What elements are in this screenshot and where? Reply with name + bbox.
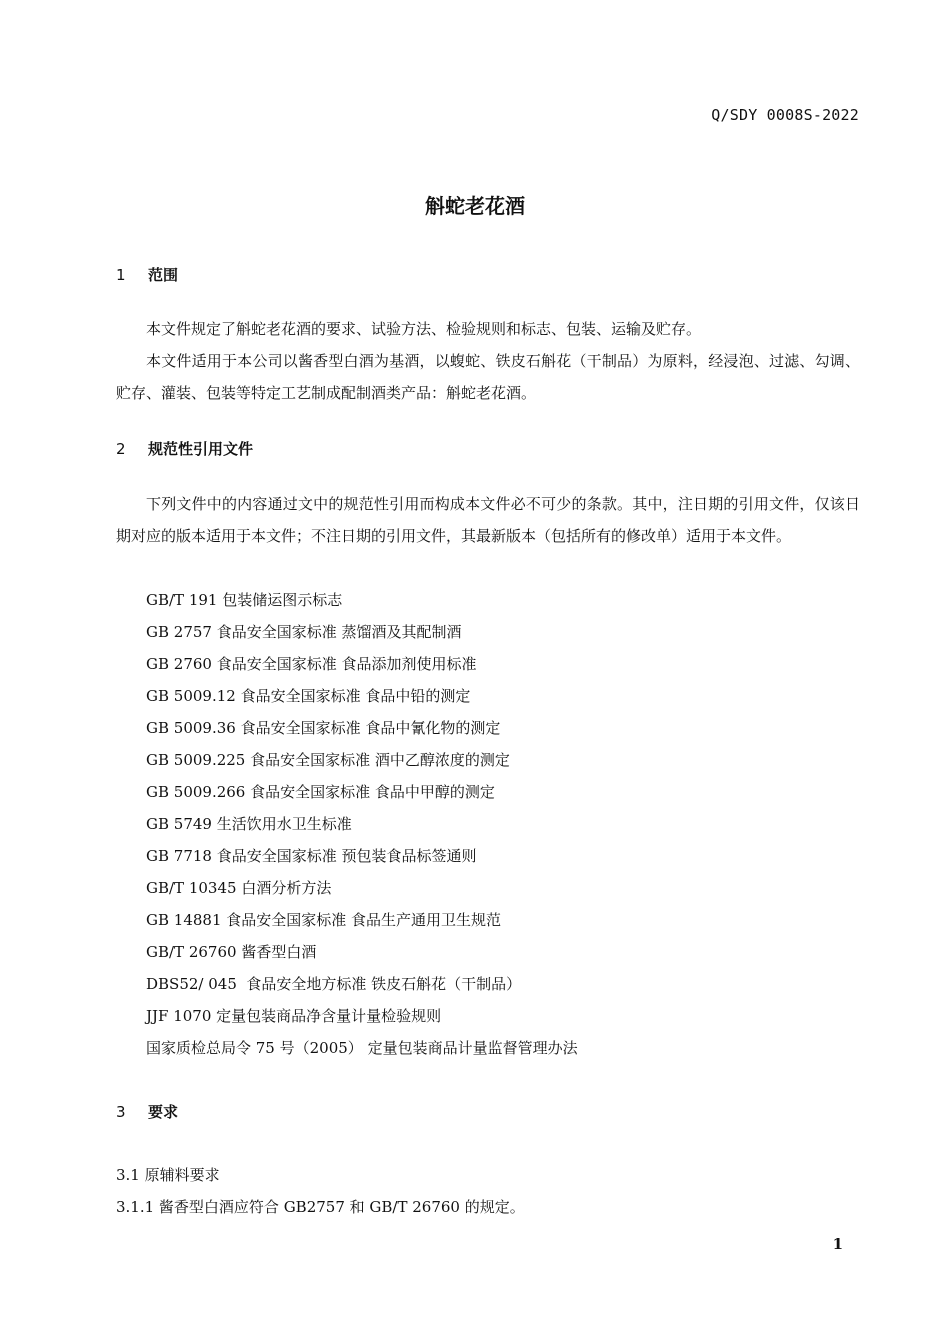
section-2-number: 2 bbox=[116, 440, 126, 458]
section-1-title: 范围 bbox=[148, 266, 179, 284]
subsection-3-1-1: 3.1.1 酱香型白酒应符合 GB2757 和 GB/T 26760 的规定。 bbox=[116, 1198, 525, 1216]
reference-item: GB 5749 生活饮用水卫生标准 bbox=[146, 815, 352, 833]
section-2-title: 规范性引用文件 bbox=[148, 440, 254, 458]
document-title: 斛蛇老花酒 bbox=[425, 194, 525, 218]
reference-item: GB 5009.225 食品安全国家标准 酒中乙醇浓度的测定 bbox=[146, 751, 510, 769]
reference-item: GB 2760 食品安全国家标准 食品添加剂使用标准 bbox=[146, 655, 477, 673]
section-1-paragraph-1: 本文件规定了斛蛇老花酒的要求、试验方法、检验规则和标志、包装、运输及贮存。 bbox=[146, 320, 702, 338]
reference-item: JJF 1070 定量包装商品净含量计量检验规则 bbox=[146, 1007, 442, 1025]
reference-item: GB 7718 食品安全国家标准 预包装食品标签通则 bbox=[146, 847, 477, 865]
standard-code: Q/SDY 0008S-2022 bbox=[711, 106, 859, 124]
section-3-title: 要求 bbox=[148, 1103, 179, 1121]
page-number: 1 bbox=[832, 1235, 843, 1253]
section-1-paragraph-2: 本文件适用于本公司以酱香型白酒为基酒，以蝮蛇、铁皮石斛花（干制品）为原料，经浸泡、过滤、勾调、贮存、灌装、包装等特定工艺制成配制酒类产品：斛蛇老花酒。 bbox=[116, 352, 860, 402]
reference-item: GB 5009.12 食品安全国家标准 食品中铅的测定 bbox=[146, 687, 471, 705]
reference-item: GB 2757 食品安全国家标准 蒸馏酒及其配制酒 bbox=[146, 623, 462, 641]
reference-item: GB 14881 食品安全国家标准 食品生产通用卫生规范 bbox=[146, 911, 502, 929]
section-1-heading bbox=[116, 264, 178, 285]
reference-item: 国家质检总局令 75 号（2005） 定量包装商品计量监督管理办法 bbox=[146, 1039, 578, 1057]
section-2-heading bbox=[116, 438, 253, 459]
reference-item: GB 5009.36 食品安全国家标准 食品中氰化物的测定 bbox=[146, 719, 501, 737]
section-2-paragraph-1: 下列文件中的内容通过文中的规范性引用而构成本文件必不可少的条款。其中，注日期的引用文件，仅该日期对应的版本适用于本文件；不注日期的引用文件，其最新版本（包括所有的修改单）适用于本文件。 bbox=[116, 495, 860, 545]
reference-item: DBS52/ 045 食品安全地方标准 铁皮石斛花（干制品） bbox=[146, 975, 522, 993]
section-1-number: 1 bbox=[116, 266, 126, 284]
reference-item: GB/T 10345 白酒分析方法 bbox=[146, 879, 332, 897]
section-3-heading bbox=[116, 1101, 178, 1122]
reference-list bbox=[146, 584, 578, 1064]
reference-item: GB/T 26760 酱香型白酒 bbox=[146, 943, 317, 961]
subsection-3-1: 3.1 原辅料要求 bbox=[116, 1166, 220, 1184]
reference-item: GB/T 191 包装储运图示标志 bbox=[146, 591, 343, 609]
section-3-number: 3 bbox=[116, 1103, 126, 1121]
reference-item: GB 5009.266 食品安全国家标准 食品中甲醇的测定 bbox=[146, 783, 495, 801]
